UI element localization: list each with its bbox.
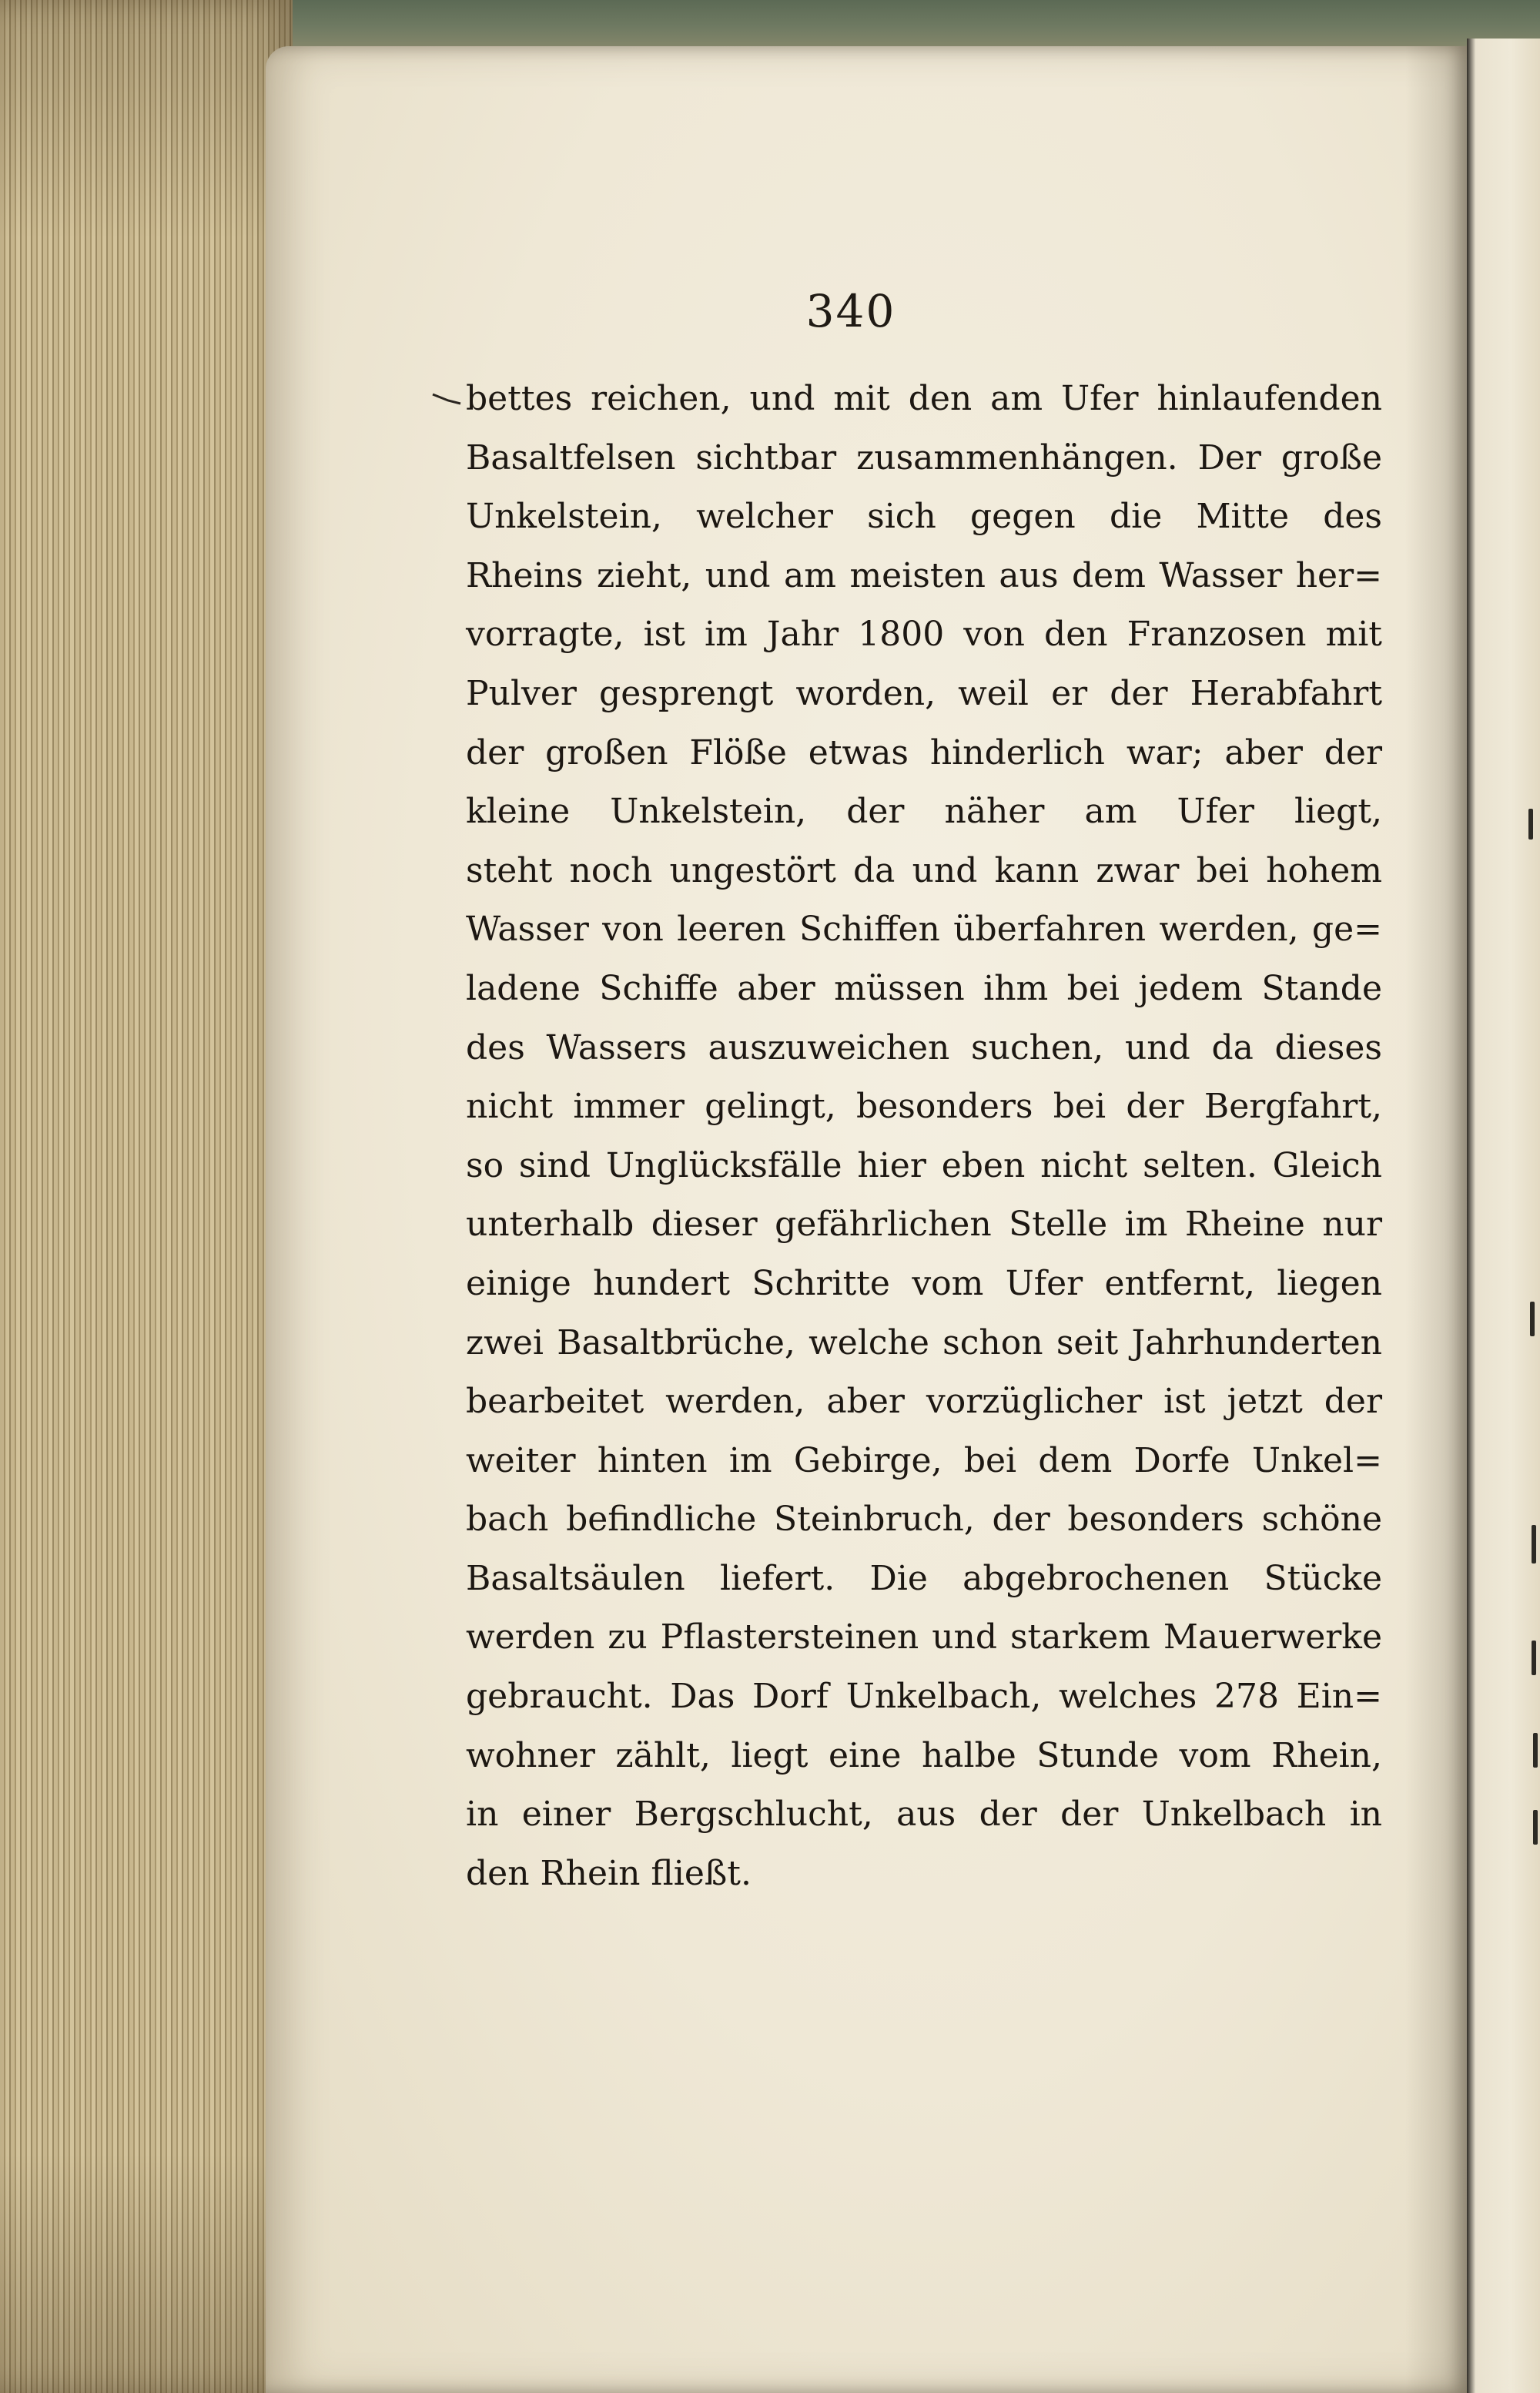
text-line: wohner zählt, liegt eine halbe Stunde vom Rhein, (466, 1735, 1382, 1775)
text-line: weiter hinten im Gebirge, bei dem Dorfe Unkel= (466, 1440, 1382, 1480)
page-number: 340 (805, 285, 896, 337)
text-line: der großen Flöße etwas hinderlich war; aber der (466, 732, 1382, 773)
next-page-ink-mark (1532, 1641, 1536, 1675)
text-line-last: den Rhein fließt. (466, 1853, 752, 1893)
page-edges (0, 0, 293, 2393)
text-line: Basaltfelsen sichtbar zusammenhängen. Der große (466, 437, 1382, 478)
text-line: kleine Unkelstein, der näher am Ufer liegt, (466, 792, 1382, 832)
text-line: Wasser von leeren Schiffen überfahren werden, ge= (466, 910, 1382, 950)
text-line: Basaltsäulen liefert. Die abgebrochenen Stücke (466, 1558, 1382, 1598)
next-page-ink-mark (1533, 1810, 1538, 1845)
text-line: Rheins zieht, und am meisten aus dem Wasser her= (466, 555, 1382, 595)
text-line: Unkelstein, welcher sich gegen die Mitte des (466, 497, 1382, 537)
text-line: bach befindliche Steinbruch, der besonders schöne (466, 1500, 1382, 1540)
text-line: vorragte, ist im Jahr 1800 von den Franzosen mit (466, 615, 1382, 655)
text-line: bettes reichen, und mit den am Ufer hinlaufenden (466, 379, 1382, 418)
next-page-edge (1467, 39, 1540, 2393)
next-page-ink-mark (1528, 809, 1533, 840)
text-line: ladene Schiffe aber müssen ihm bei jedem Stande (466, 968, 1382, 1008)
text-line: unterhalb dieser gefährlichen Stelle im Rheine nur (466, 1205, 1382, 1245)
pencil-tick-mark-icon (431, 391, 462, 407)
text-line: einige hundert Schritte vom Ufer entfernt, liegen (466, 1263, 1382, 1303)
body-text (466, 370, 1382, 1903)
text-line: nicht immer gelingt, besonders bei der Bergfahrt, (466, 1087, 1382, 1127)
text-line: in einer Bergschlucht, aus der der Unkelbach in (466, 1795, 1382, 1835)
next-page-ink-mark (1533, 1733, 1538, 1768)
text-line: so sind Unglücksfälle hier eben nicht selten. Gleich (466, 1145, 1382, 1185)
next-page-ink-mark (1530, 1302, 1535, 1336)
text-line: werden zu Pflastersteinen und starkem Mauerwerke (466, 1617, 1382, 1657)
text-line: Pulver gesprengt worden, weil er der Herabfahrt (466, 673, 1382, 713)
text-line: des Wassers auszuweichen suchen, und da dieses (466, 1027, 1382, 1067)
book-page (266, 46, 1467, 2393)
text-line: bearbeitet werden, aber vorzüglicher ist jetzt der (466, 1382, 1382, 1422)
text-line: gebraucht. Das Dorf Unkelbach, welches 278 Ein= (466, 1677, 1382, 1717)
next-page-ink-mark (1532, 1525, 1536, 1563)
text-line: steht noch ungestört da und kann zwar bei hohem (466, 850, 1382, 890)
text-line: zwei Basaltbrüche, welche schon seit Jahrhunderten (466, 1322, 1382, 1362)
